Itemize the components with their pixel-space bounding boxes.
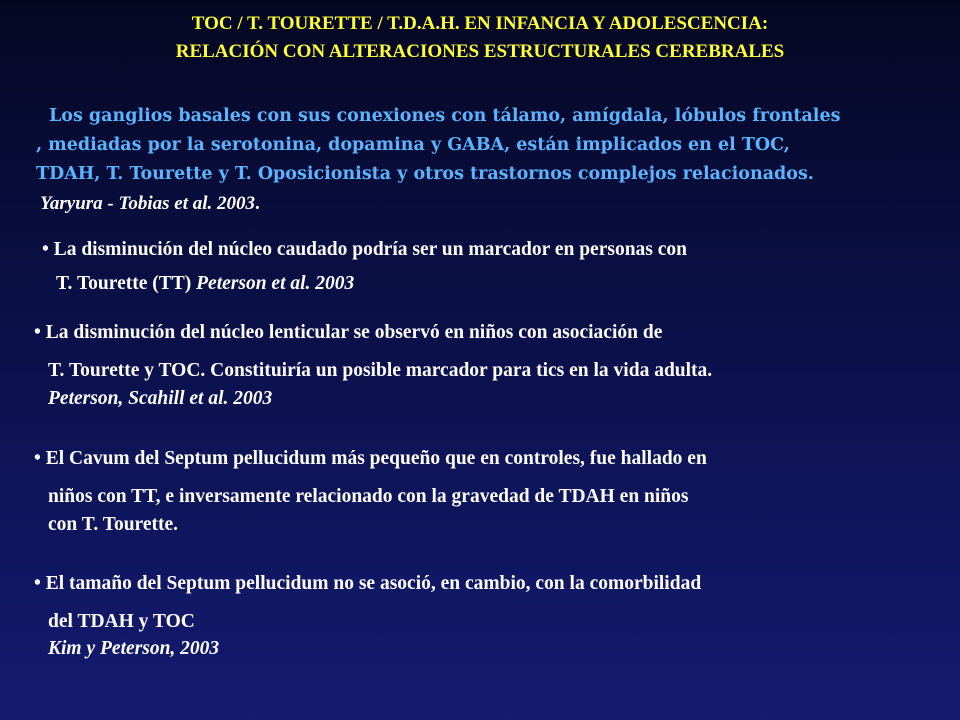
- intro-line-1: Los ganglios basales con sus conexiones con tálamo, amígdala, lóbulos frontales: [49, 106, 841, 126]
- intro-citation-period: .: [255, 193, 260, 214]
- bullet-1-line-1: • La disminución del núcleo caudado podría ser un marcador en personas con: [42, 239, 688, 260]
- bullet-3-line-2: niños con TT, e inversamente relacionado con la gravedad de TDAH en niños: [48, 486, 689, 507]
- bullet-2-line-1: • La disminución del núcleo lenticular se observó en niños con asociación de: [34, 322, 663, 343]
- intro-citation-text: Yaryura - Tobias et al. 2003: [40, 193, 256, 214]
- bullet-item-lenticular: [34, 317, 934, 413]
- title-line-2: RELACIÓN CON ALTERACIONES ESTRUCTURALES CEREBRALES: [175, 41, 785, 62]
- bullet-1-line-2: [42, 268, 942, 299]
- bullet-item-cavum: [34, 443, 934, 539]
- bullet-1-citation: Peterson et al. 2003: [196, 273, 355, 294]
- bullet-2-citation: Peterson, Scahill et al. 2003: [48, 388, 273, 409]
- bullet-2-line-2: T. Tourette y TOC. Constituiría un posible marcador para tics en la vida adulta.: [48, 360, 713, 381]
- title-line-1: TOC / T. TOURETTE / T.D.A.H. EN INFANCIA Y ADOLESCENCIA:: [191, 13, 769, 34]
- intro-line-3: TDAH, T. Tourette y T. Oposicionista y otros trastornos complejos relacionados.: [36, 164, 814, 184]
- bullet-1-text: T. Tourette (TT): [56, 273, 197, 294]
- bullet-4-line-1: • El tamaño del Septum pellucidum no se asoció, en cambio, con la comorbilidad: [34, 573, 702, 594]
- intro-paragraph: [36, 102, 926, 218]
- bullet-3-line-3: con T. Tourette.: [48, 514, 179, 535]
- bullet-item-septum: [34, 568, 934, 662]
- intro-line-2: , mediadas por la serotonina, dopamina y GABA, están implicados en el TOC,: [36, 135, 790, 155]
- bullet-3-line-1: • El Cavum del Septum pellucidum más pequeño que en controles, fue hallado en: [34, 448, 707, 469]
- bullet-4-citation: Kim y Peterson, 2003: [48, 638, 220, 659]
- bullet-4-line-2: del TDAH y TOC: [48, 611, 195, 632]
- bullet-item-caudado: [42, 234, 942, 299]
- intro-citation: [36, 189, 926, 218]
- slide-title: [0, 10, 960, 66]
